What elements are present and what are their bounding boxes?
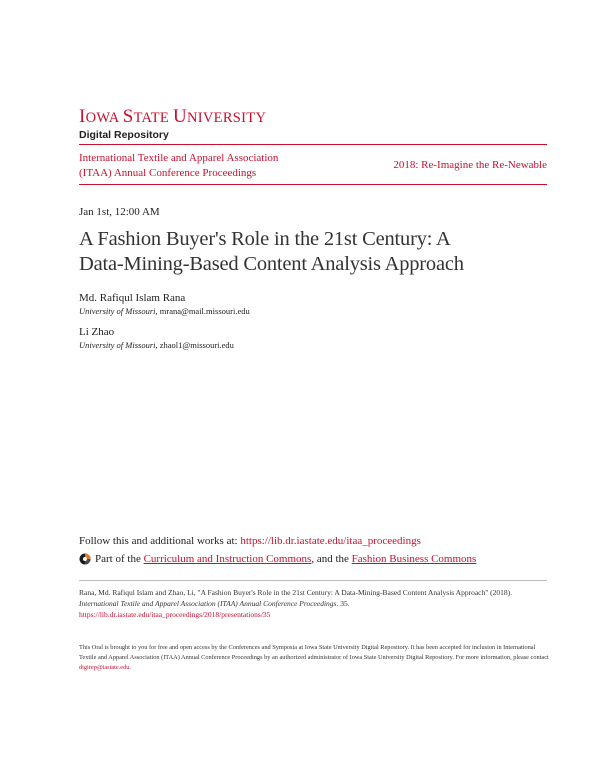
fashion-commons-link[interactable]: Fashion Business Commons	[351, 553, 477, 565]
author-name-1: Md. Rafiqul Islam Rana	[79, 292, 186, 304]
recommended-citation: Rana, Md. Rafiqul Islam and Zhao, Li, "A Fashion Buyer's Role in the 21st Century: A Data-Mining-Based Content Analysis Approach" (2018). International Textile and Apparel Association (ITAA) Annual Conference Proceedings. 35. https://lib.dr.iastate.edu/itaa_proceedings/2018/presentations/35	[79, 588, 513, 619]
publication-date: Jan 1st, 12:00 AM	[79, 206, 160, 218]
curriculum-commons-link[interactable]: Curriculum and Instruction Commons	[143, 553, 312, 565]
header-rule-top	[79, 144, 547, 145]
conference-year-link[interactable]: 2018: Re-Imagine the Re-Newable	[393, 159, 547, 171]
university-logo[interactable]	[79, 107, 266, 141]
part-of-line: Part of the Curriculum and Instruction Commons , and the Fashion Business Commons	[79, 553, 476, 565]
citation-url-link[interactable]: https://lib.dr.iastate.edu/itaa_proceedings/2018/presentations/35	[79, 610, 271, 619]
citation-rule	[79, 580, 547, 581]
series-line-1: International Textile and Apparel Association	[79, 152, 279, 164]
network-commons-icon	[79, 553, 91, 565]
follow-works-line: Follow this and additional works at: https://lib.dr.iastate.edu/itaa_proceedings	[79, 535, 421, 547]
title-line-1: A Fashion Buyer's Role in the 21st Century: A	[79, 228, 451, 250]
title-line-2: Data-Mining-Based Content Analysis Approach	[79, 253, 464, 275]
series-name-link[interactable]	[79, 151, 319, 181]
author-affiliation-1: University of Missouri, mrana@mail.missouri.edu	[79, 306, 250, 316]
paper-title	[79, 227, 549, 277]
contact-email-link[interactable]: digirep@iastate.edu	[79, 664, 130, 671]
author-name-2: Li Zhao	[79, 326, 115, 338]
header-rule-bottom	[79, 184, 547, 185]
author-affiliation-2: University of Missouri, zhaol1@missouri.edu	[79, 340, 234, 350]
logo-subtitle: Digital Repository	[79, 129, 169, 141]
access-notice: This Oral is brought to you for free and open access by the Conferences and Symposia at Iowa State University Digital Repository. It has been accepted for inclusion in International Textile and Apparel Association (ITAA) Annual Conference Proceedings by an authorized administrator of Iowa State University Digital Repository. For more information, please contact digirep@iastate.edu.	[79, 644, 549, 671]
logo-title: IOWA STATE UNIVERSITY	[79, 106, 267, 127]
series-line-2: (ITAA) Annual Conference Proceedings	[79, 167, 257, 179]
proceedings-url-link[interactable]: https://lib.dr.iastate.edu/itaa_proceedings	[240, 535, 421, 547]
